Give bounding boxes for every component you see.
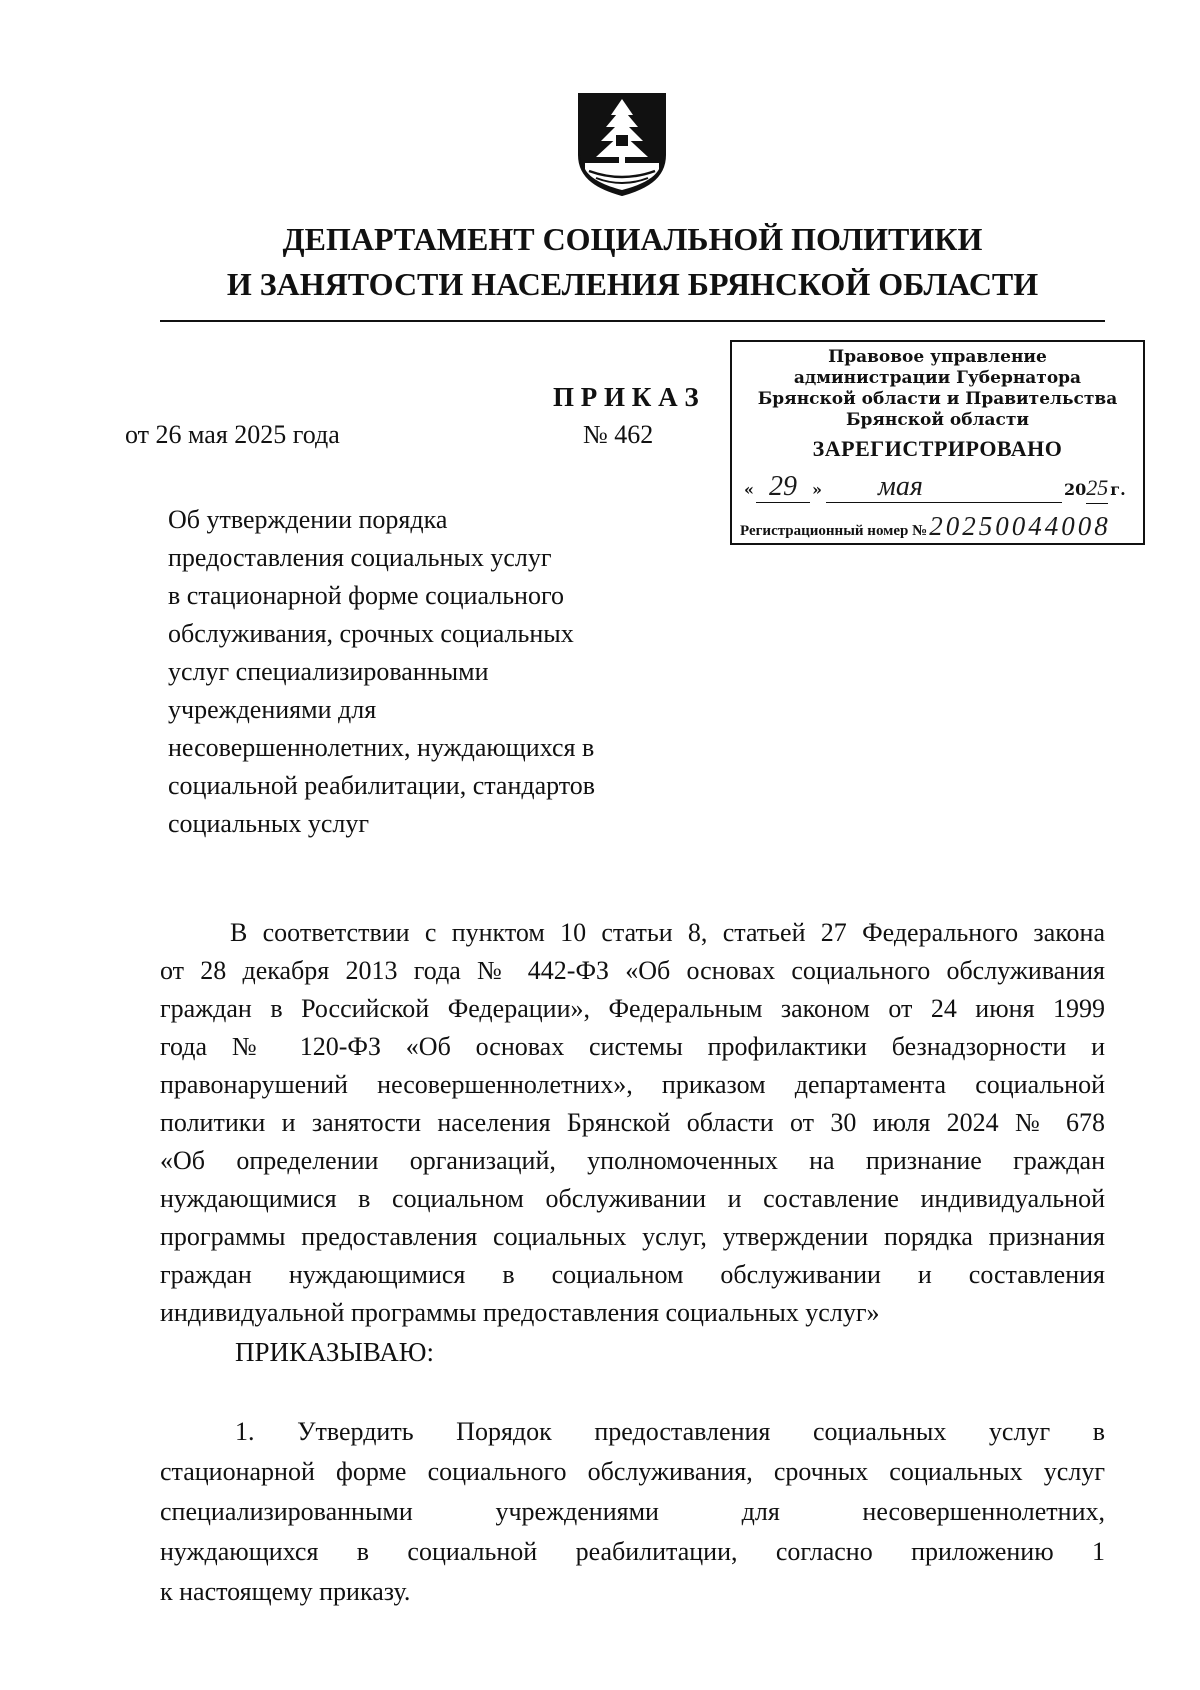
directive-heading: ПРИКАЗЫВАЮ: xyxy=(235,1337,434,1367)
department-header-line: И ЗАНЯТОСТИ НАСЕЛЕНИЯ БРЯНСКОЙ ОБЛАСТИ xyxy=(226,266,1039,302)
stamp-date-year-suffix: 25 xyxy=(1086,473,1108,504)
item-line: стационарной форме социального обслуживания, срочных социальных услуг xyxy=(160,1457,1105,1486)
order-date: от 26 мая 2025 года xyxy=(125,420,340,449)
preamble-paragraph xyxy=(160,914,1105,1332)
order-number: № 462 xyxy=(583,420,654,449)
preamble-line: граждан нуждающимися в социальном обслуживании и составления xyxy=(160,1260,1105,1289)
title-line: предоставления социальных услуг xyxy=(168,543,552,572)
order-type-label: П Р И К А З xyxy=(553,382,699,412)
order-item-1 xyxy=(160,1412,1105,1612)
title-line: социальной реабилитации, стандартов xyxy=(168,771,596,800)
emblem-tree-trunk xyxy=(619,157,625,163)
stamp-date-row xyxy=(744,472,1126,512)
preamble-line: «Об определении организаций, уполномоченных на признание граждан xyxy=(160,1146,1105,1175)
title-line: несовершеннолетних, нуждающихся в xyxy=(168,733,595,762)
preamble-line: нуждающимися в социальном обслуживании и составление индивидуальной xyxy=(160,1184,1105,1213)
preamble-line: года № 120-ФЗ «Об основах системы профилактики безнадзорности и xyxy=(160,1032,1105,1061)
preamble-line: граждан в Российской Федерации», Федеральным законом от 24 июня 1999 xyxy=(160,994,1105,1023)
coat-of-arms-emblem xyxy=(576,91,668,197)
preamble-line: В соответствии с пунктом 10 статьи 8, статьей 27 Федерального закона xyxy=(230,918,1105,947)
stamp-org-line: Брянской области xyxy=(845,410,1030,430)
preamble-line: правонарушений несовершеннолетних», приказом департамента социальной xyxy=(160,1070,1105,1099)
preamble-line: программы предоставления социальных услуг, утверждении порядка признания xyxy=(160,1222,1105,1251)
item-line: нуждающихся в социальной реабилитации, согласно приложению 1 xyxy=(160,1537,1105,1566)
department-header-line: ДЕПАРТАМЕНТ СОЦИАЛЬНОЙ ПОЛИТИКИ xyxy=(282,221,983,257)
stamp-date-year-unit: г. xyxy=(1110,480,1126,499)
stamp-date-month: мая xyxy=(826,472,1062,503)
stamp-date-open-quote: « xyxy=(744,480,754,499)
stamp-org-line: Брянской области и Правительства xyxy=(757,389,1118,409)
item-line: специализированными учреждениями для несовершеннолетних, xyxy=(160,1497,1105,1526)
header-divider xyxy=(160,320,1105,322)
stamp-reg-label: Регистрационный номер № xyxy=(740,523,928,539)
title-line: социальных услуг xyxy=(168,809,370,838)
title-line: учреждениями для xyxy=(168,695,377,724)
stamp-org-line: администрации Губернатора xyxy=(793,368,1082,388)
preamble-line: от 28 декабря 2013 года № 442-ФЗ «Об основах социального обслуживания xyxy=(160,956,1105,985)
title-line: в стационарной форме социального xyxy=(168,581,564,610)
stamp-status: ЗАРЕГИСТРИРОВАНО xyxy=(812,436,1063,461)
stamp-org-line: Правовое управление xyxy=(828,347,1047,367)
title-line: Об утверждении порядка xyxy=(168,505,448,534)
item-line: 1. Утвердить Порядок предоставления социальных услуг в xyxy=(235,1417,1105,1446)
stamp-date-year-prefix: 20 xyxy=(1064,480,1087,499)
order-title xyxy=(168,501,595,843)
title-line: услуг специализированными xyxy=(168,657,489,686)
stamp-date-day: 29 xyxy=(756,472,810,503)
department-header xyxy=(160,217,1105,307)
item-line: к настоящему приказу. xyxy=(160,1577,411,1606)
preamble-line: индивидуальной программы предоставления социальных услуг» xyxy=(160,1298,880,1327)
stamp-reg-number: 20250044008 xyxy=(929,511,1111,541)
stamp-organization xyxy=(732,347,1143,431)
preamble-line: политики и занятости населения Брянской области от 30 июля 2024 № 678 xyxy=(160,1108,1105,1137)
emblem-tree-badge xyxy=(616,135,628,146)
registration-stamp xyxy=(730,340,1145,545)
stamp-date-close-quote: » xyxy=(812,480,822,499)
title-line: обслуживания, срочных социальных xyxy=(168,619,574,648)
stamp-registration-row xyxy=(740,512,1111,540)
